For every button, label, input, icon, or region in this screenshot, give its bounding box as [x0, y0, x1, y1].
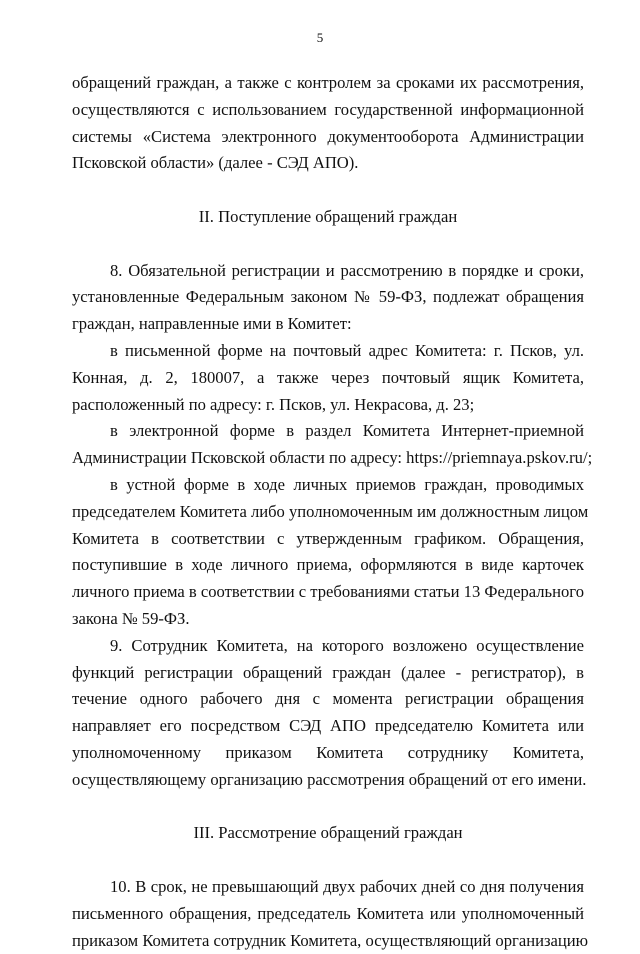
text-line: Комитета в соответствии с утвержденным графиком. Обращения, [72, 526, 584, 553]
spacer [72, 177, 584, 204]
spacer [72, 231, 584, 258]
text-line: осуществляются с использованием государственной информационной [72, 97, 584, 124]
text-line: Администрации Псковской области по адресу: https://priemnaya.pskov.ru/; [72, 445, 584, 472]
text-line: личного приема в соответствии с требованиями статьи 13 Федерального [72, 579, 584, 606]
text-line: председателем Комитета либо уполномоченным им должностным лицом [72, 499, 584, 526]
text-line: функций регистрации обращений граждан (далее - регистратор), в [72, 660, 584, 687]
list-item-electronic: в электронной форме в раздел Комитета Интернет-приемной [72, 418, 584, 445]
section-heading-2: II. Поступление обращений граждан [72, 204, 584, 231]
text-line: закона № 59-ФЗ. [72, 606, 584, 633]
list-item-written: в письменной форме на почтовый адрес Комитета: г. Псков, ул. [72, 338, 584, 365]
text-line: поступившие в ходе личного приема, оформляются в виде карточек [72, 552, 584, 579]
text-line: приказом Комитета сотрудник Комитета, осуществляющий организацию [72, 928, 584, 954]
text-line: осуществляющему организацию рассмотрения обращений от его имени. [72, 767, 584, 794]
spacer [72, 847, 584, 874]
text-line: граждан, направленные ими в Комитет: [72, 311, 584, 338]
page-number: 5 [0, 30, 640, 46]
text-line: направляет его посредством СЭД АПО председателю Комитета или [72, 713, 584, 740]
text-line: течение одного рабочего дня с момента регистрации обращения [72, 686, 584, 713]
paragraph-9-start: 9. Сотрудник Комитета, на которого возложено осуществление [72, 633, 584, 660]
paragraph-10-start: 10. В срок, не превышающий двух рабочих дней со дня получения [72, 874, 584, 901]
text-line: уполномоченному приказом Комитета сотруднику Комитета, [72, 740, 584, 767]
spacer [72, 794, 584, 821]
text-line: расположенный по адресу: г. Псков, ул. Некрасова, д. 23; [72, 392, 584, 419]
text-line: Псковской области» (далее - СЭД АПО). [72, 150, 584, 177]
text-line: системы «Система электронного документооборота Администрации [72, 124, 584, 151]
document-body [72, 70, 584, 954]
text-line: установленные Федеральным законом № 59-ФЗ, подлежат обращения [72, 284, 584, 311]
text-line: письменного обращения, председатель Комитета или уполномоченный [72, 901, 584, 928]
list-item-oral: в устной форме в ходе личных приемов граждан, проводимых [72, 472, 584, 499]
text-line: Конная, д. 2, 180007, а также через почтовый ящик Комитета, [72, 365, 584, 392]
paragraph-8-start: 8. Обязательной регистрации и рассмотрению в порядке и сроки, [72, 258, 584, 285]
section-heading-3: III. Рассмотрение обращений граждан [72, 820, 584, 847]
text-line: обращений граждан, а также с контролем за сроками их рассмотрения, [72, 70, 584, 97]
